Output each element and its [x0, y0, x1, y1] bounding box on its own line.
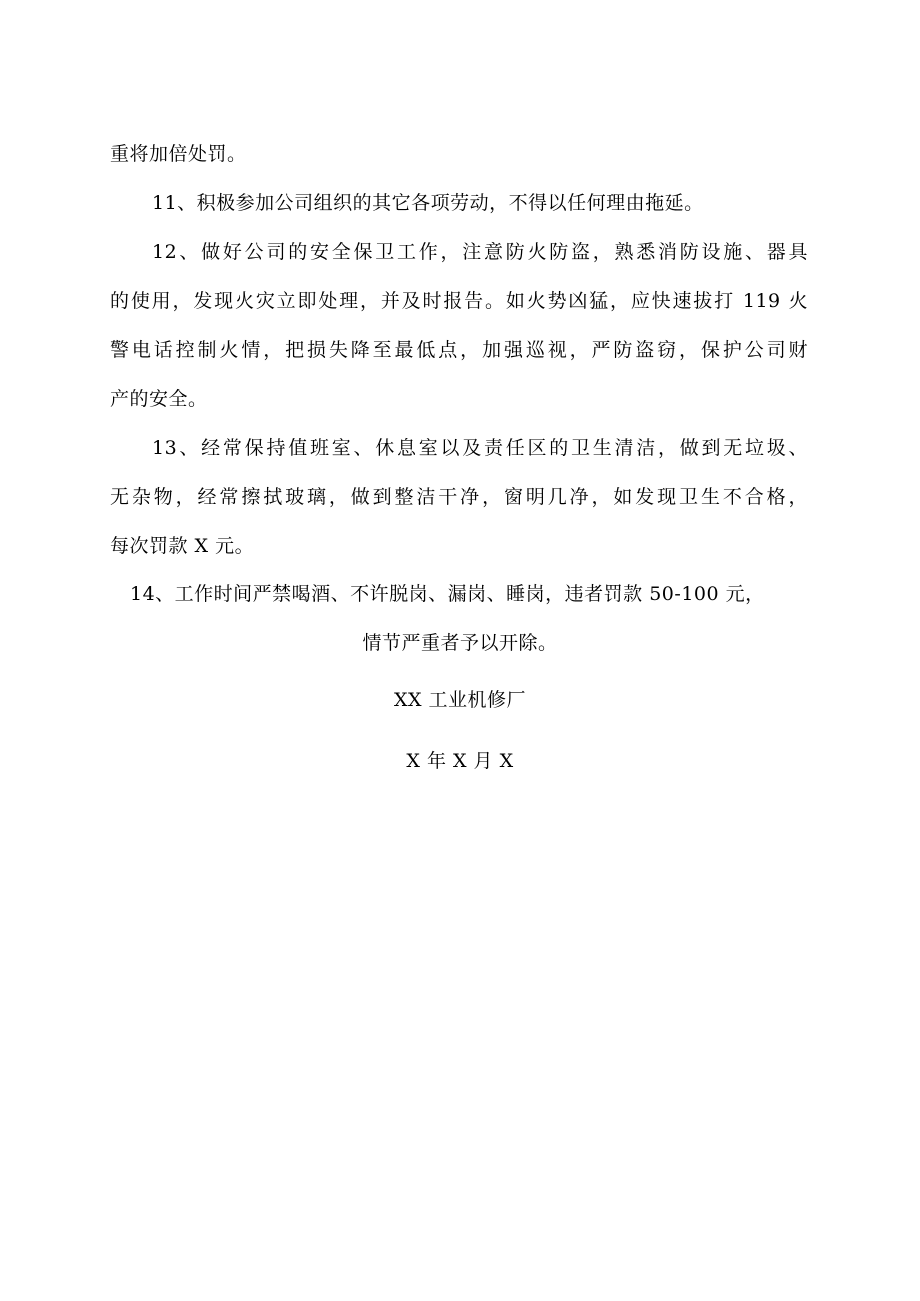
paragraph-line-2: 11、积极参加公司组织的其它各项劳动，不得以任何理由拖延。: [152, 192, 704, 214]
paragraph-line-6: 产的安全。: [110, 388, 208, 410]
signature-company: XX 工业机修厂: [393, 689, 527, 711]
paragraph-line-4: 的使用，发现火灾立即处理，并及时报告。如火势凶猛，应快速拔打 119 火: [110, 290, 808, 312]
paragraph-line-3: 12、做好公司的安全保卫工作，注意防火防盗，熟悉消防设施、器具: [152, 241, 808, 263]
paragraph-line-9: 每次罚款 X 元。: [110, 535, 255, 557]
paragraph-line-7: 13、经常保持值班室、休息室以及责任区的卫生清洁，做到无垃圾、: [152, 437, 808, 459]
paragraph-line-10: 14、工作时间严禁喝酒、不许脱岗、漏岗、睡岗，违者罚款 50-100 元，: [130, 583, 765, 605]
signature-date: X 年 X 月 X: [406, 750, 514, 772]
paragraph-line-1: 重将加倍处罚。: [110, 143, 247, 165]
paragraph-line-8: 无杂物，经常擦拭玻璃，做到整洁干净，窗明几净，如发现卫生不合格，: [110, 486, 808, 508]
paragraph-line-5: 警电话控制火情，把损失降至最低点，加强巡视，严防盗窃，保护公司财: [110, 339, 808, 361]
paragraph-line-11: 情节严重者予以开除。: [362, 632, 558, 654]
